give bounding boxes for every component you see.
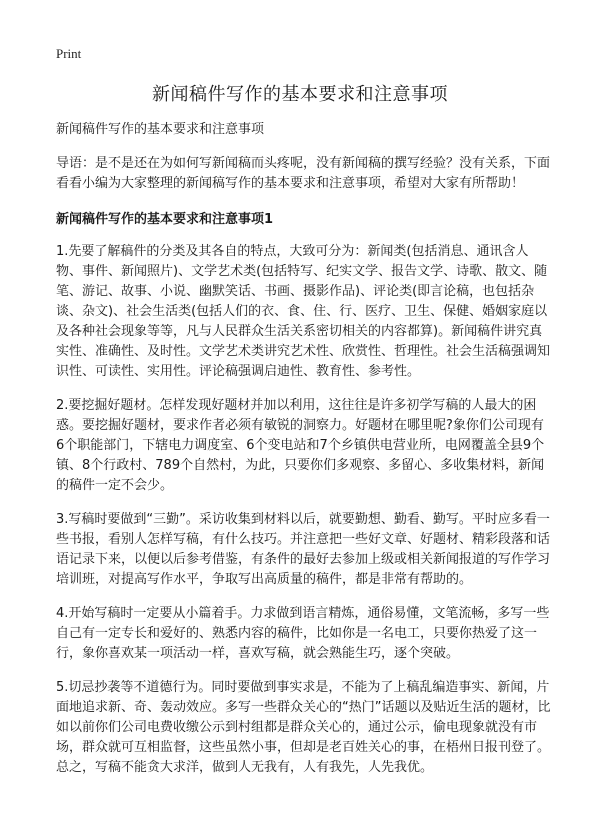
intro-paragraph: 导语：是不是还在为如何写新闻稿而头疼呢，没有新闻稿的撰写经验？没有关系，下面看看小编为大家整理的新闻稿写作的基本要求和注意事项，希望对大家有所帮助！ <box>56 156 551 191</box>
list-item: 2.要挖掘好题材。怎样发现好题材并加以利用，这往往是许多初学写稿的人最大的困惑。要挖掘好题材，要求作者必须有敏锐的洞察力。好题材在哪里呢?象你们公司现有6个职能部门，下辖电力调度室、6个变电站和7个乡镇供电营业所，电网覆盖全县9个镇、8个行政村、789个自然村，为此，只要你们多观察、多留心、多收集材料，新闻的稿件一定不会少。 <box>56 398 545 493</box>
article-body <box>56 120 551 792</box>
print-link[interactable]: Print <box>56 46 82 61</box>
section-heading: 新闻稿件写作的基本要求和注意事项1 <box>56 212 274 227</box>
list-item: 4.开始写稿时一定要从小篇着手。力求做到语言精炼，通俗易懂，文笔流畅，多写一些自己有一定专长和爱好的、熟悉内容的稿件，比如你是一名电工，只要你热爱了这一行，象你喜欢某一项活动一样，喜欢写稿，就会熟能生巧，逐个突破。 <box>56 606 550 661</box>
article-subtitle: 新闻稿件写作的基本要求和注意事项 <box>56 122 265 137</box>
list-item: 3.写稿时要做到“三勤”。采访收集到材料以后，就要勤想、勤看、勤写。平时应多看一些书报，看别人怎样写稿，有什么技巧。并注意把一些好文章、好题材、精彩段落和话语记录下来，以便以后参考借鉴，有条件的最好去参加上级或相关新闻报道的写作学习培训班，对提高写作水平，争取写出高质量的稿件，都是非常有帮助的。 <box>56 512 551 587</box>
list-item: 1.先要了解稿件的分类及其各自的特点，大致可分为：新闻类(包括消息、通讯含人物、事件、新闻照片)、文学艺术类(包括特写、纪实文学、报告文学、诗歌、散文、随笔、游记、故事、小说、幽默笑话、书画、摄影作品)、评论类(即言论稿，也包括杂谈、杂文)、社会生活类(包括人们的衣、食、住、行、医疗、卫生、保健、婚姻家庭以及各种社会现象等等，凡与人民群众生活关系密切相关的内容都算)。新闻稿件讲究真实性、准确性、及时性。文学艺术类讲究艺术性、欣赏性、哲理性。社会生活稿强调知识性、可读性、实用性。评论稿强调启迪性、教育性、参考性。 <box>56 244 551 379</box>
page-title: 新闻稿件写作的基本要求和注意事项 <box>152 84 448 105</box>
list-item: 5.切忌抄袭等不道德行为。同时要做到事实求是，不能为了上稿乱编造事实、新闻，片面地追求新、奇、轰动效应。多写一些群众关心的“热门”话题以及贴近生活的题材，比如以前你们公司电费收缴公示到村组都是群众关心的，通过公示，偷电现象就没有市场，群众就可互相监督，这些虽然小事，但却是老百姓关心的事，在梧州日报刊登了。总之，写稿不能贪大求洋，做到人无我有，人有我先，人先我优。 <box>56 680 551 775</box>
